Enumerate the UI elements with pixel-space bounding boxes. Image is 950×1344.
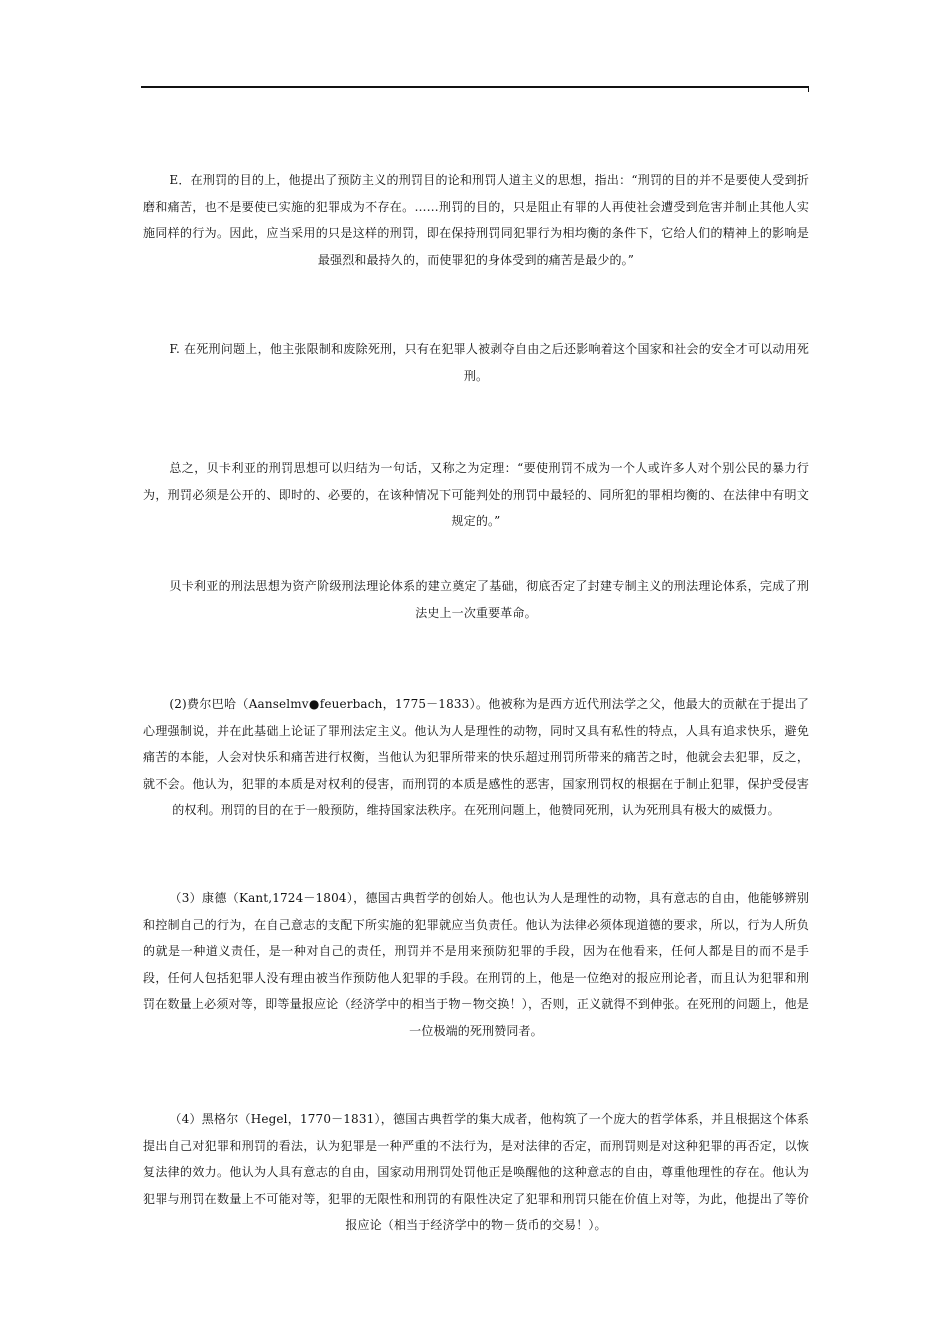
header-rule [141,86,809,88]
paragraph-kant: （3）康德（Kant,1724－1804），德国古典哲学的创始人。他也认为人是理性的动物，具有意志的自由，他能够辨别和控制自己的行为，在自己意志的支配下所实施的犯罪就应当负责任。他认为法律必须体现道德的要求，所以，行为人所负的就是一种道义责任，是一种对自己的责任，刑罚并不是用来预防犯罪的手段，因为在他看来，任何人都是目的而不是手段，任何人包括犯罪人没有理由被当作预防他人犯罪的手段。在刑罚的上，他是一位绝对的报应刑论者，而且认为犯罪和刑罚在数量上必须对等，即等量报应论（经济学中的相当于物－物交换！），否则，正义就得不到伸张。在死刑的问题上，他是一位极端的死刑赞同者。 [143,891,809,1038]
paragraph-death-penalty: F. 在死刑问题上，他主张限制和废除死刑，只有在犯罪人被剥夺自由之后还影响着这个国家和社会的安全才可以动用死刑。 [169,342,809,383]
paragraph-beccaria-significance: 贝卡利亚的刑法思想为资产阶级刑法理论体系的建立奠定了基础，彻底否定了封建专制主义的刑法理论体系，完成了刑法史上一次重要革命。 [169,579,809,620]
paragraph-hegel: （4）黑格尔（Hegel，1770－1831），德国古典哲学的集大成者，他构筑了一个庞大的哲学体系，并且根据这个体系提出自己对犯罪和刑罚的看法，认为犯罪是一种严重的不法行为，是对法律的否定，而刑罚则是对这种犯罪的再否定，以恢复法律的效力。他认为人具有意志的自由，国家动用刑罚处罚他正是唤醒他的这种意志的自由，尊重他理性的存在。他认为犯罪与刑罚在数量上不可能对等，犯罪的无限性和刑罚的有限性决定了犯罪和刑罚只能在价值上对等，为此，他提出了等价报应论（相当于经济学中的物－货币的交易！）。 [143,1112,809,1232]
paragraph-penalty-purpose: E．在刑罚的目的上，他提出了预防主义的刑罚目的论和刑罚人道主义的思想，指出：“刑罚的目的并不是要使人受到折磨和痛苦，也不是要使已实施的犯罪成为不存在。……刑罚的目的，只是阻止有罪的人再使社会遭受到危害并制止其他人实施同样的行为。因此，应当采用的只是这样的刑罚，即在保持刑罚同犯罪行为相均衡的条件下，它给人们的精神上的影响是最强烈和最持久的，而使罪犯的身体受到的痛苦是最少的。” [143,173,809,267]
header-rule-tick [808,86,809,92]
paragraph-feuerbach: (2)费尔巴哈（Aanselmv●feuerbach，1775－1833）。他被称为是西方近代刑法学之父，他最大的贡献在于提出了心理强制说，并在此基础上论证了罪刑法定主义。他认为人是理性的动物，同时又具有私性的特点，人具有追求快乐，避免痛苦的本能，人会对快乐和痛苦进行权衡，当他认为犯罪所带来的快乐超过刑罚所带来的痛苦之时，他就会去犯罪，反之，就不会。他认为，犯罪的本质是对权利的侵害，而刑罚的本质是感性的恶害，国家刑罚权的根据在于制止犯罪，保护受侵害的权利。刑罚的目的在于一般预防，维持国家法秩序。在死刑问题上，他赞同死刑，认为死刑具有极大的威慑力。 [143,697,809,817]
paragraph-summary: 总之，贝卡利亚的刑罚思想可以归结为一句话，又称之为定理：“要使刑罚不成为一个人或许多人对个别公民的暴力行为，刑罚必须是公开的、即时的、必要的，在该种情况下可能判处的刑罚中最轻的、同所犯的罪相均衡的、在法律中有明文规定的。” [143,461,809,528]
